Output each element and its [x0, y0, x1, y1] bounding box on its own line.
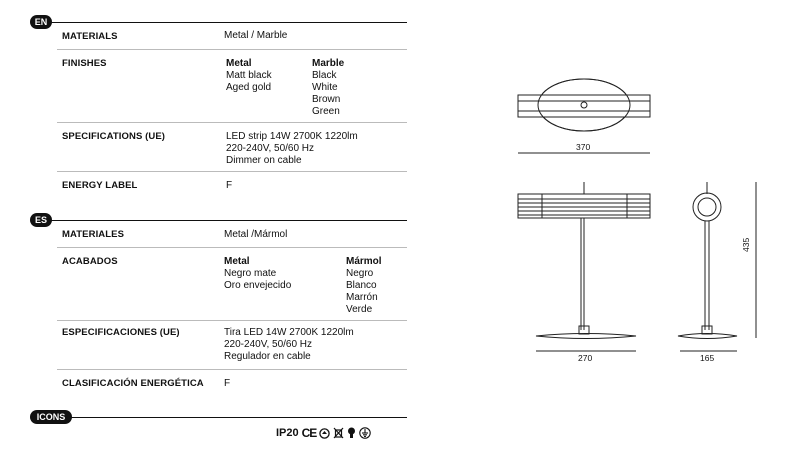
- es-spec-item: Tira LED 14W 2700K 1220lm: [224, 327, 354, 338]
- es-finish-item: Marrón: [346, 292, 378, 303]
- en-section-tag: EN: [30, 15, 52, 29]
- es-energy-label: CLASIFICACIÓN ENERGÉTICA: [62, 378, 204, 389]
- en-finish-item: Black: [312, 70, 337, 81]
- height-dimension: 435: [741, 237, 751, 252]
- top-width-dimension: 370: [576, 142, 591, 152]
- en-materials-value: Metal / Marble: [224, 30, 288, 41]
- en-finish-item: White: [312, 82, 338, 93]
- en-spec-item: LED strip 14W 2700K 1220lm: [226, 131, 358, 142]
- front-view-drawing: [518, 182, 650, 351]
- es-materials-value: Metal /Mármol: [224, 229, 288, 240]
- es-spec-item: Regulador en cable: [224, 351, 311, 362]
- en-finish-item: Brown: [312, 94, 341, 105]
- en-finishes-label: FINISHES: [62, 58, 107, 69]
- side-depth-dimension: 165: [700, 353, 715, 363]
- en-energy-value: F: [226, 180, 233, 191]
- es-finish-item: Blanco: [346, 280, 377, 291]
- en-energy-label: ENERGY LABEL: [62, 180, 138, 191]
- en-spec-item: Dimmer on cable: [226, 155, 302, 166]
- en-finish-item: Matt black: [226, 70, 272, 81]
- en-materials-label: MATERIALS: [62, 31, 118, 42]
- es-spec-item: 220-240V, 50/60 Hz: [224, 339, 313, 350]
- en-finish-item: Aged gold: [226, 82, 272, 93]
- es-finish-item: Verde: [346, 304, 373, 315]
- es-finish-heading: Metal: [224, 256, 250, 267]
- ce-mark-icon: CE: [301, 426, 317, 440]
- es-energy-value: F: [224, 378, 231, 389]
- es-finish-item: Negro: [346, 268, 374, 279]
- en-finish-heading: Metal: [226, 58, 252, 69]
- es-finishes-label: ACABADOS: [62, 256, 118, 267]
- es-section-tag: ES: [30, 213, 52, 227]
- icons-section-tag: ICONS: [30, 410, 72, 424]
- en-spec-label: SPECIFICATIONS (UE): [62, 131, 166, 142]
- es-finish-item: Negro mate: [224, 268, 277, 279]
- es-finish-heading: Mármol: [346, 256, 382, 267]
- en-spec-item: 220-240V, 50/60 Hz: [226, 143, 315, 154]
- es-materials-label: MATERIALES: [62, 229, 125, 240]
- front-width-dimension: 270: [578, 353, 593, 363]
- en-finish-heading: Marble: [312, 58, 345, 69]
- side-view-drawing: [678, 182, 756, 351]
- es-finish-item: Oro envejecido: [224, 280, 292, 291]
- ip-rating-label: IP20: [276, 427, 299, 439]
- es-spec-label: ESPECIFICACIONES (UE): [62, 327, 180, 338]
- en-finish-item: Green: [312, 106, 340, 117]
